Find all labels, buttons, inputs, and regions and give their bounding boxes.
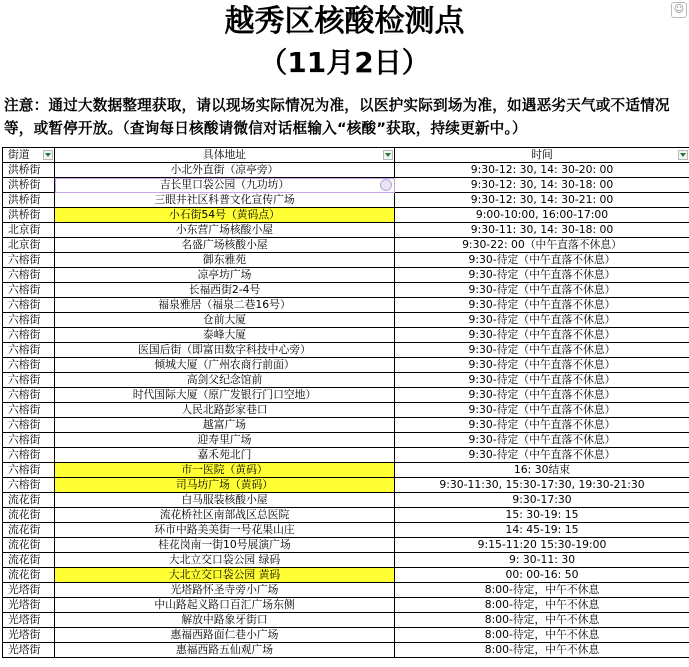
time-cell[interactable]: 9: 30-11: 30	[395, 553, 689, 568]
address-cell[interactable]: 三眼井社区科普文化宣传广场	[55, 193, 395, 208]
table-row	[2, 568, 689, 583]
address-cell[interactable]: 吉长里口袋公园（九功坊）	[55, 178, 395, 193]
table-row	[2, 373, 689, 388]
street-cell[interactable]: 光塔街	[2, 613, 55, 628]
street-cell[interactable]: 洪桥街	[2, 178, 55, 193]
address-cell[interactable]: 名盛广场核酸小屋	[55, 238, 395, 253]
time-cell[interactable]: 9:30-待定（中午直落不休息）	[395, 313, 689, 328]
page-title: 越秀区核酸检测点	[224, 4, 465, 39]
street-cell[interactable]: 六榕街	[2, 283, 55, 298]
address-cell[interactable]: 大北立交口袋公园 黄码	[55, 568, 395, 583]
table-row	[2, 418, 689, 433]
table-row	[2, 538, 689, 553]
column-header-street[interactable]	[2, 148, 55, 163]
address-cell[interactable]: 中山路起义路口百汇广场东侧	[55, 598, 395, 613]
time-cell[interactable]: 9:00-10:00, 16:00-17:00	[395, 208, 689, 223]
time-cell[interactable]: 9:30-待定（中午直落不休息）	[395, 433, 689, 448]
address-cell[interactable]: 司马坊广场（黄码）	[55, 478, 395, 493]
table-row	[2, 193, 689, 208]
table-row	[2, 478, 689, 493]
table-row	[2, 628, 689, 643]
street-cell[interactable]: 六榕街	[2, 313, 55, 328]
address-cell[interactable]: 解放中路象牙街口	[55, 613, 395, 628]
street-cell[interactable]: 六榕街	[2, 418, 55, 433]
time-cell[interactable]: 9:30-待定（中午直落不休息）	[395, 418, 689, 433]
table-row	[2, 433, 689, 448]
table-row	[2, 298, 689, 313]
street-cell[interactable]: 六榕街	[2, 343, 55, 358]
address-cell[interactable]: 光塔路怀圣寺旁小广场	[55, 583, 395, 598]
column-header-label: 时间	[531, 148, 553, 161]
table-row	[2, 253, 689, 268]
table-row	[2, 283, 689, 298]
street-cell[interactable]: 六榕街	[2, 373, 55, 388]
street-cell[interactable]: 洪桥街	[2, 163, 55, 178]
time-cell[interactable]: 9:30-12: 30, 14: 30-20: 00	[395, 163, 689, 178]
time-cell[interactable]: 00: 00-16: 50	[395, 568, 689, 583]
street-cell[interactable]: 流花街	[2, 493, 55, 508]
street-cell[interactable]: 光塔街	[2, 643, 55, 658]
column-header-label: 街道	[8, 148, 30, 161]
table-row	[2, 613, 689, 628]
time-cell[interactable]: 9:30-12: 30, 14: 30-18: 00	[395, 178, 689, 193]
table-row	[2, 493, 689, 508]
table-row	[2, 358, 689, 373]
time-cell[interactable]: 8:00-待定，中午不休息	[395, 583, 689, 598]
time-cell[interactable]: 9:30-待定（中午直落不休息）	[395, 448, 689, 463]
address-cell[interactable]: 高剑父纪念馆前	[55, 373, 395, 388]
time-cell[interactable]: 9:30-待定（中午直落不休息）	[395, 388, 689, 403]
column-header-label: 具体地址	[202, 148, 247, 161]
address-cell[interactable]: 大北立交口袋公园 绿码	[55, 553, 395, 568]
table-row	[2, 178, 689, 193]
column-header-address[interactable]	[55, 148, 395, 163]
street-cell[interactable]: 六榕街	[2, 388, 55, 403]
table-row	[2, 553, 689, 568]
column-header-time[interactable]	[395, 148, 689, 163]
time-cell[interactable]: 15: 30-19: 15	[395, 508, 689, 523]
street-cell[interactable]: 流花街	[2, 568, 55, 583]
street-cell[interactable]: 六榕街	[2, 448, 55, 463]
table-body	[2, 163, 689, 658]
address-cell[interactable]: 长福西街2-4号	[55, 283, 395, 298]
address-cell[interactable]: 泰峰大厦	[55, 328, 395, 343]
address-cell[interactable]: 桂花岗南一街10号展演广场	[55, 538, 395, 553]
address-cell[interactable]: 小北外直街（凉亭旁）	[55, 163, 395, 178]
street-cell[interactable]: 洪桥街	[2, 208, 55, 223]
table-row	[2, 403, 689, 418]
table-row	[2, 208, 689, 223]
table-row	[2, 598, 689, 613]
street-cell[interactable]: 六榕街	[2, 253, 55, 268]
table-row	[2, 508, 689, 523]
time-cell[interactable]: 9:30-待定（中午直落不休息）	[395, 343, 689, 358]
table-row	[2, 238, 689, 253]
table-header	[2, 148, 689, 163]
table-row	[2, 313, 689, 328]
street-cell[interactable]: 洪桥街	[2, 193, 55, 208]
time-cell[interactable]: 8:00-待定，中午不休息	[395, 598, 689, 613]
table-row	[2, 223, 689, 238]
testing-sites-table	[2, 147, 689, 658]
time-cell[interactable]: 9:30-22: 00（中午直落不休息）	[395, 238, 689, 253]
time-cell[interactable]: 9:30-待定（中午直落不休息）	[395, 283, 689, 298]
filter-dropdown-icon[interactable]	[383, 150, 393, 160]
table-row	[2, 448, 689, 463]
time-cell[interactable]: 9:30-待定（中午直落不休息）	[395, 358, 689, 373]
time-cell[interactable]: 9:30-11:30, 15:30-17:30, 19:30-21:30	[395, 478, 689, 493]
time-cell[interactable]: 9:30-待定（中午直落不休息）	[395, 403, 689, 418]
street-cell[interactable]: 光塔街	[2, 598, 55, 613]
street-cell[interactable]: 北京街	[2, 223, 55, 238]
table-row	[2, 343, 689, 358]
street-cell[interactable]: 六榕街	[2, 328, 55, 343]
address-cell[interactable]: 流花桥社区南部战区总医院	[55, 508, 395, 523]
time-cell[interactable]: 8:00-待定，中午不休息	[395, 643, 689, 658]
time-cell[interactable]: 8:00-待定，中午不休息	[395, 628, 689, 643]
filter-dropdown-icon[interactable]	[678, 150, 688, 160]
address-cell[interactable]: 凉亭坊广场	[55, 268, 395, 283]
table-row	[2, 643, 689, 658]
street-cell[interactable]: 流花街	[2, 538, 55, 553]
street-cell[interactable]: 六榕街	[2, 478, 55, 493]
time-cell[interactable]: 16: 30结束	[395, 463, 689, 478]
address-cell[interactable]: 白马服装核酸小屋	[55, 493, 395, 508]
address-cell[interactable]: 小石街54号（黄码点）	[55, 208, 395, 223]
street-cell[interactable]: 六榕街	[2, 268, 55, 283]
table-row	[2, 583, 689, 598]
time-cell[interactable]: 9:30-待定（中午直落不休息）	[395, 268, 689, 283]
address-cell[interactable]: 福泉雅居（福泉二巷16号）	[55, 298, 395, 313]
address-cell[interactable]: 倾城大厦（广州农商行前面）	[55, 358, 395, 373]
filter-dropdown-icon[interactable]	[43, 150, 53, 160]
street-cell[interactable]: 六榕街	[2, 433, 55, 448]
address-cell[interactable]: 人民北路彭家巷口	[55, 403, 395, 418]
street-cell[interactable]: 六榕街	[2, 358, 55, 373]
time-cell[interactable]: 9:30-待定（中午直落不休息）	[395, 298, 689, 313]
table-row	[2, 463, 689, 478]
street-cell[interactable]: 流花街	[2, 523, 55, 538]
street-cell[interactable]: 流花街	[2, 508, 55, 523]
time-cell[interactable]: 9:30-待定（中午直落不休息）	[395, 373, 689, 388]
street-cell[interactable]: 北京街	[2, 238, 55, 253]
address-cell[interactable]: 时代国际大厦（原广发银行门口空地）	[55, 388, 395, 403]
street-cell[interactable]: 六榕街	[2, 403, 55, 418]
address-cell[interactable]: 环市中路美美街一号花果山庄	[55, 523, 395, 538]
time-cell[interactable]: 9:30-11: 30, 14: 30-18: 00	[395, 223, 689, 238]
address-cell[interactable]: 惠福西路五仙观广场	[55, 643, 395, 658]
page-subtitle: （11月2日）	[259, 46, 430, 79]
time-cell[interactable]: 9:15-11:20 15:30-19:00	[395, 538, 689, 553]
address-cell[interactable]: 仓前大厦	[55, 313, 395, 328]
time-cell[interactable]: 9:30-12: 30, 14: 30-21: 00	[395, 193, 689, 208]
address-cell[interactable]: 御东雅苑	[55, 253, 395, 268]
table-row	[2, 268, 689, 283]
table-row	[2, 388, 689, 403]
table-row	[2, 328, 689, 343]
time-cell[interactable]: 14: 45-19: 15	[395, 523, 689, 538]
street-cell[interactable]: 六榕街	[2, 463, 55, 478]
time-cell[interactable]: 9:30-17:30	[395, 493, 689, 508]
table-row	[2, 523, 689, 538]
status-icon: ☺	[671, 2, 687, 18]
address-cell[interactable]: 越富广场	[55, 418, 395, 433]
address-cell[interactable]: 小东营广场核酸小屋	[55, 223, 395, 238]
smiley-icon	[380, 179, 392, 191]
notice-text: 注意：通过大数据整理获取，请以现场实际情况为准，以医护实际到场为准，如遇恶劣天气或不适情况等，或暂停开放。（查询每日核酸请微信对话框输入“核酸”获取，持续更新中。）	[4, 97, 670, 137]
address-cell[interactable]: 医国后街（即富田数字科技中心旁）	[55, 343, 395, 358]
address-cell[interactable]: 市一医院（黄码）	[55, 463, 395, 478]
address-cell[interactable]: 嘉禾苑北门	[55, 448, 395, 463]
street-cell[interactable]: 流花街	[2, 553, 55, 568]
time-cell[interactable]: 9:30-待定（中午直落不休息）	[395, 328, 689, 343]
street-cell[interactable]: 光塔街	[2, 583, 55, 598]
time-cell[interactable]: 8:00-待定，中午不休息	[395, 613, 689, 628]
table-row	[2, 163, 689, 178]
street-cell[interactable]: 光塔街	[2, 628, 55, 643]
time-cell[interactable]: 9:30-待定（中午直落不休息）	[395, 253, 689, 268]
street-cell[interactable]: 六榕街	[2, 298, 55, 313]
address-cell[interactable]: 迎寿里广场	[55, 433, 395, 448]
address-cell[interactable]: 惠福西路面仁巷小广场	[55, 628, 395, 643]
